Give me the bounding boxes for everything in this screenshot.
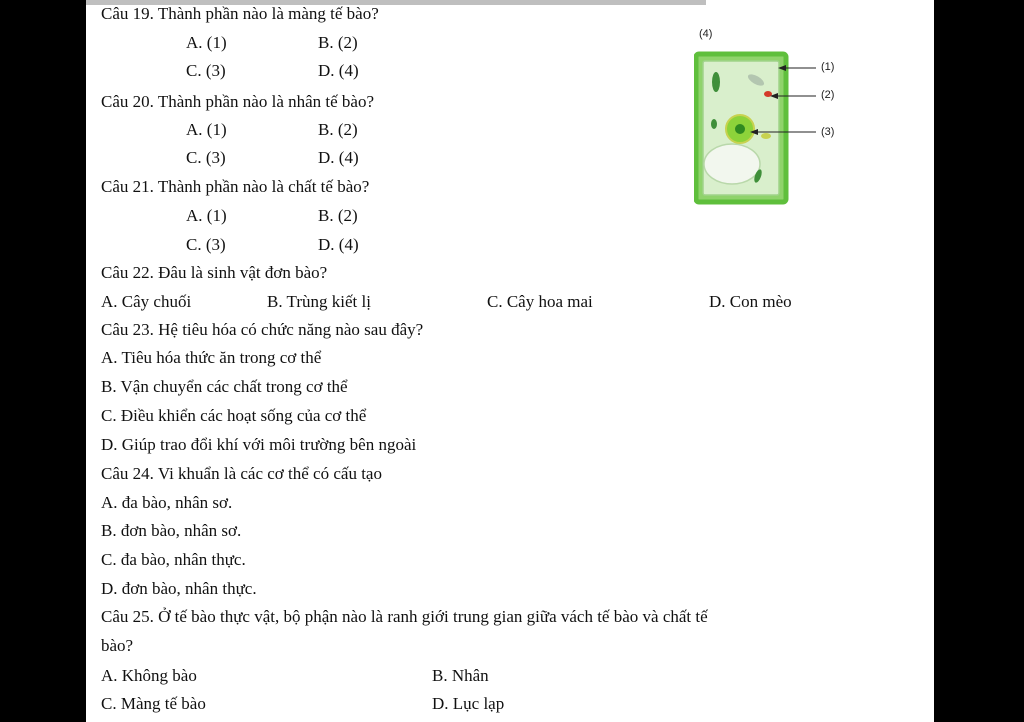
q20-option-a: A. (1): [186, 120, 227, 139]
q19-option-a: A. (1): [186, 33, 227, 52]
diagram-label-4: (4): [699, 28, 713, 40]
q21-option-d: D. (4): [318, 235, 359, 254]
q20-option-b: B. (2): [318, 120, 358, 139]
q24-option-c: C. đa bào, nhân thực.: [101, 550, 246, 569]
q24-title: Câu 24. Vi khuẩn là các cơ thể có cấu tạo: [101, 464, 382, 483]
vacuole-shape: [704, 144, 760, 184]
diagram-label-1: (1): [821, 61, 835, 73]
q23-title: Câu 23. Hệ tiêu hóa có chức năng nào sau đây?: [101, 320, 424, 339]
q19-option-c: C. (3): [186, 61, 226, 80]
q25-option-c: C. Màng tế bào: [101, 694, 206, 713]
q21-option-a: A. (1): [186, 206, 227, 225]
nucleolus-shape: [735, 124, 745, 134]
q24-option-b: B. đơn bào, nhân sơ.: [101, 521, 242, 540]
q22-option-c: C. Cây hoa mai: [487, 292, 593, 311]
q20-title: Câu 20. Thành phần nào là nhân tế bào?: [101, 92, 375, 111]
q21-title: Câu 21. Thành phần nào là chất tế bào?: [101, 177, 370, 196]
q21-option-b: B. (2): [318, 206, 358, 225]
document-page: [86, 0, 934, 722]
q19-option-d: D. (4): [318, 61, 359, 80]
q25-title-line2: bào?: [101, 636, 134, 655]
q22-title: Câu 22. Đâu là sinh vật đơn bào?: [101, 263, 328, 282]
q24-option-d: D. đơn bào, nhân thực.: [101, 579, 257, 598]
chloroplast-2: [711, 119, 717, 129]
q20-option-d: D. (4): [318, 148, 359, 167]
q25-option-b: B. Nhân: [432, 666, 489, 685]
diagram-label-2: (2): [821, 89, 835, 101]
plant-cell-diagram: [694, 24, 834, 214]
q19-title: Câu 19. Thành phần nào là màng tế bào?: [101, 4, 379, 23]
q24-option-a: A. đa bào, nhân sơ.: [101, 493, 233, 512]
chloroplast-3: [761, 133, 771, 139]
plant-cell-svg: [694, 24, 834, 214]
q22-option-b: B. Trùng kiết lị: [267, 292, 371, 311]
q23-option-d: D. Giúp trao đổi khí với môi trường bên ngoài: [101, 435, 417, 454]
q25-option-a: A. Không bào: [101, 666, 197, 685]
q23-option-b: B. Vận chuyển các chất trong cơ thể: [101, 377, 348, 396]
q25-title-line1: Câu 25. Ở tế bào thực vật, bộ phận nào là ranh giới trung gian giữa vách tế bào và chất tế: [101, 607, 708, 626]
q22-option-a: A. Cây chuối: [101, 292, 192, 311]
q25-option-d: D. Lục lạp: [432, 694, 505, 713]
q21-option-c: C. (3): [186, 235, 226, 254]
chloroplast-1: [712, 72, 720, 92]
diagram-label-3: (3): [821, 126, 835, 138]
q19-option-b: B. (2): [318, 33, 358, 52]
q22-option-d: D. Con mèo: [709, 292, 792, 311]
q20-option-c: C. (3): [186, 148, 226, 167]
q23-option-a: A. Tiêu hóa thức ăn trong cơ thể: [101, 348, 322, 367]
q23-option-c: C. Điều khiển các hoạt sống của cơ thể: [101, 406, 367, 425]
